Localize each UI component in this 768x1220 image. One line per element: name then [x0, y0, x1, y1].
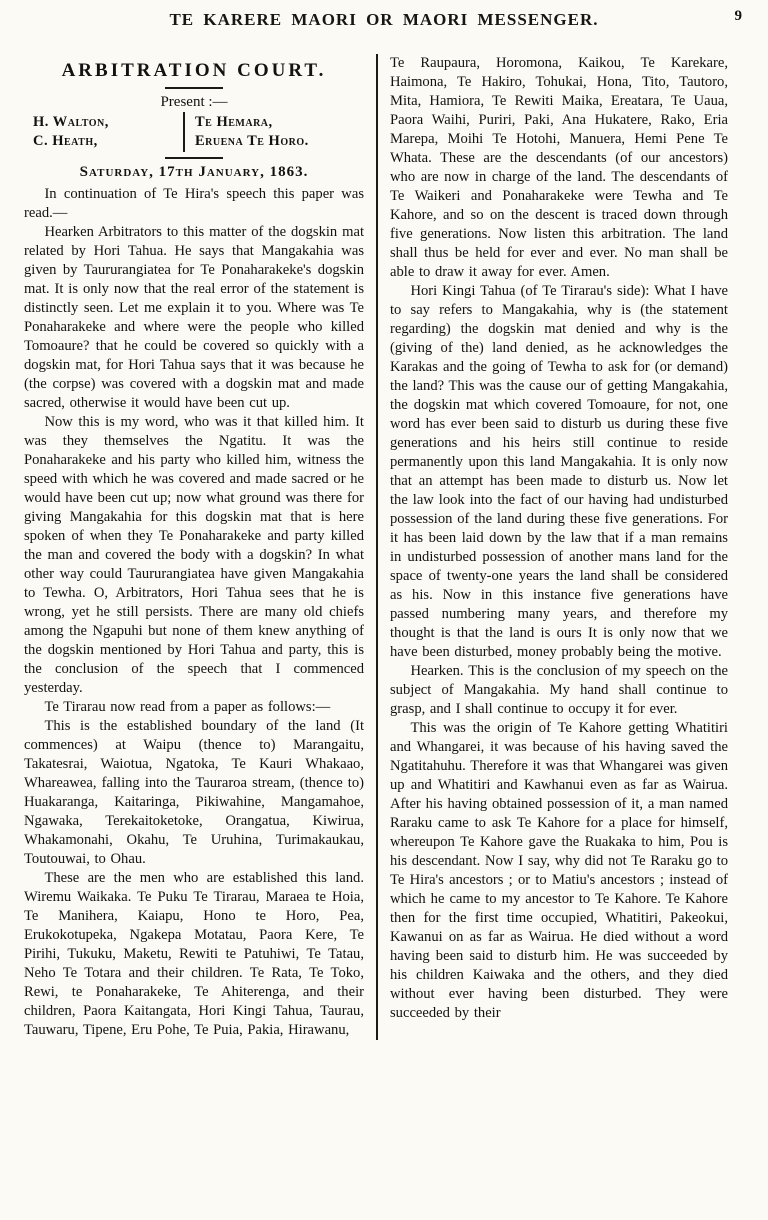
date-line: Saturday, 17th January, 1863.	[79, 164, 309, 180]
right-column	[376, 54, 728, 1040]
paragraph: Now this is my word, who was it that killed him. It was they themselves the Ngatitu. It was the Ponaharakeke and his party who killed him, witness the speed with which he was covered and made sacred or he would have been cut up; now what ground was there for giving Mangakahia for this dogskin mat that is here spoken of when they Te Ponaharakeke and party killed the man and covered the body with a dogskin? In what other way could Taururangiatea have given Mangakahia to Tewha. O, Arbitrators, Hori Tahua sees that he is wrong, yet he still persists. There are many old chiefs among the Ngapuhi but none of them knew anything of the dogskin mentioned by Hori Tahua and party, this is the conclusion of the speech that I commenced yesterday.	[24, 414, 364, 696]
present-name: C. Heath,	[33, 133, 98, 149]
left-column-text	[24, 185, 364, 1040]
paragraph: Hearken. This is the conclusion of my speech on the subject of Mangakahia. My hand shall continue to grasp, and I shall continue to occupy it for ever.	[390, 663, 728, 717]
present-name: Eruena Te Horo.	[195, 133, 309, 149]
paragraph: This is the established boundary of the land (It commences) at Waipu (thence to) Marangaitu, Takatesrai, Waiotua, Ngatoka, Te Kauri Whakaao, Whareawea, falling into the Tauraroa stream, (thence to) Huakaranga, Kaitaringa, Pikiwahine, Mangamahoe, Ngawaka, Terekaitoketoke, Orangatua, Kiwirua, Whakamonahi, Okahu, Te Uruhina, Turimakaukau, Toutouwai, to Ohau.	[24, 718, 364, 867]
masthead-title: TE KARERE MAORI OR MAORI MESSENGER.	[169, 10, 599, 29]
present-names-block	[24, 112, 364, 152]
masthead-row	[0, 0, 768, 48]
present-label: Present :—	[160, 94, 228, 110]
right-column-text	[390, 54, 728, 1023]
paragraph: This was the origin of Te Kahore getting Whatitiri and Whangarei, it was because of his having saved the Ngatitahuhu. Therefore it was that Whangarei was given up and Whatitiri and Kawhanui even as far as Wairua. After his having obtained possession of it, a man named Raraku came to ask Te Kahore for a place for himself, whereupon Te Kahore gave the Ruakaka to him, Pou is his descendant. Now I say, why did not Te Raraku go to Te Hira's ancestors ; or to Matiu's ancestors ; instead of which he came to my ancestor to Te Kahore. Te Kahore then for the first time occupied, Whatitiri, Pakeokui, Kawanui on as far as Wairua. He died without a word having been said to disturb him. He was succeeded by his children Kaiwaka and the others, and they died without ever having been disturbed. They were succeeded by their	[390, 720, 728, 1021]
present-name: H. Walton,	[33, 114, 109, 130]
paragraph: Te Tirarau now read from a paper as follows:—	[44, 699, 331, 715]
divider-rule-top	[165, 87, 223, 89]
article-heading: ARBITRATION COURT.	[61, 60, 327, 81]
page-number: 9	[734, 8, 742, 24]
present-names-left	[33, 113, 183, 151]
paragraph-continuation: Te Raupaura, Horomona, Kaikou, Te Karekare, Haimona, Te Hakiro, Tohukai, Hona, Tito, Tautoro, Mita, Hamiora, Te Rewiti Maika, Ereatara, Te Uaua, Paora Waihi, Puriri, Paki, Ana Hukatere, Rako, Eria Marepa, Moihi Te Hotohi, Manuera, Hemi Pene Te Whata. These are the descendants (of our ancestors) who are now in charge of the land. The descendants of Te Waikeri and Ponaharakeke were Tewha and Te Kahore, and so on the descent is traced down through five generations. Now listen this arbitration. The land shall thus be held for ever and ever. No man shall be able to draw it away for ever. Amen.	[390, 55, 728, 280]
present-names-right	[185, 113, 355, 151]
columns-container	[0, 48, 768, 1040]
paragraph: These are the men who are established this land. Wiremu Waikaka. Te Puku Te Tirarau, Maraea te Hoia, Te Manihera, Kaiapu, Hono te Horo, Pea, Erukokotupeka, Ngakepa Motatau, Paora Kere, Te Pirihi, Tukuku, Maketu, Rewiti te Patuhiwi, Te Tatau, Neho Te Totara and their children. Te Rata, Te Toko, Rewi, te Ponaharakeke, Te Ahiterenga, and their children, Paora Kaitangata, Hori Kingi Tahua, Taurau, Tauwaru, Tipene, Eru Pohe, Te Puia, Pakia, Hirawanu,	[24, 870, 364, 1038]
left-column	[24, 54, 376, 1040]
present-name: Te Hemara,	[195, 114, 273, 130]
paragraph: In continuation of Te Hira's speech this paper was read.—	[24, 186, 364, 221]
divider-rule-bottom	[165, 157, 223, 159]
paragraph: Hori Kingi Tahua (of Te Tirarau's side): What I have to say refers to Mangakahia, why is (the statement regarding) the dogskin mat denied and why is the (giving of the) land denied, as he acknowledges the Karakas and the going of Tewha to ask for (or demand) the land? This was the cause our of getting Mangakahia, the dogskin mat which covered Tomoaure, for not, one word has ever been said to disturb us during these five generations and his heirs still continue to reside permanently upon this land Mangakahia. It is only now that an attempt has been made to disturb us. Now let the law look into the fact of our having had undisturbed possession of the land during these five generations. For it has been laid down by the law that if a man remains in undisturbed possession of another mans land for the space of twenty-one years the land shall be considered as his. Now in this instance five generations have passed numbering many years, and therefore my thought is that the land is ours It is only now that we have been disturbed, money probably being the motive.	[390, 283, 728, 660]
paragraph: Hearken Arbitrators to this matter of the dogskin mat related by Hori Tahua. He says that Mangakahia was given by Taururangiatea for Te Ponaharakeke's dogskin mat. It is only now that the real error of the statement is distinctly seen. Let me explain it to you. Where was Te Ponaharakeke and where were the people who killed Tomoaure? that he could be covered so quickly with a dogskin mat, for Hori Tahua says that it was because he (the corpse) was covered with a dogskin mat and made sacred, otherwise it would have been cut up.	[24, 224, 364, 411]
